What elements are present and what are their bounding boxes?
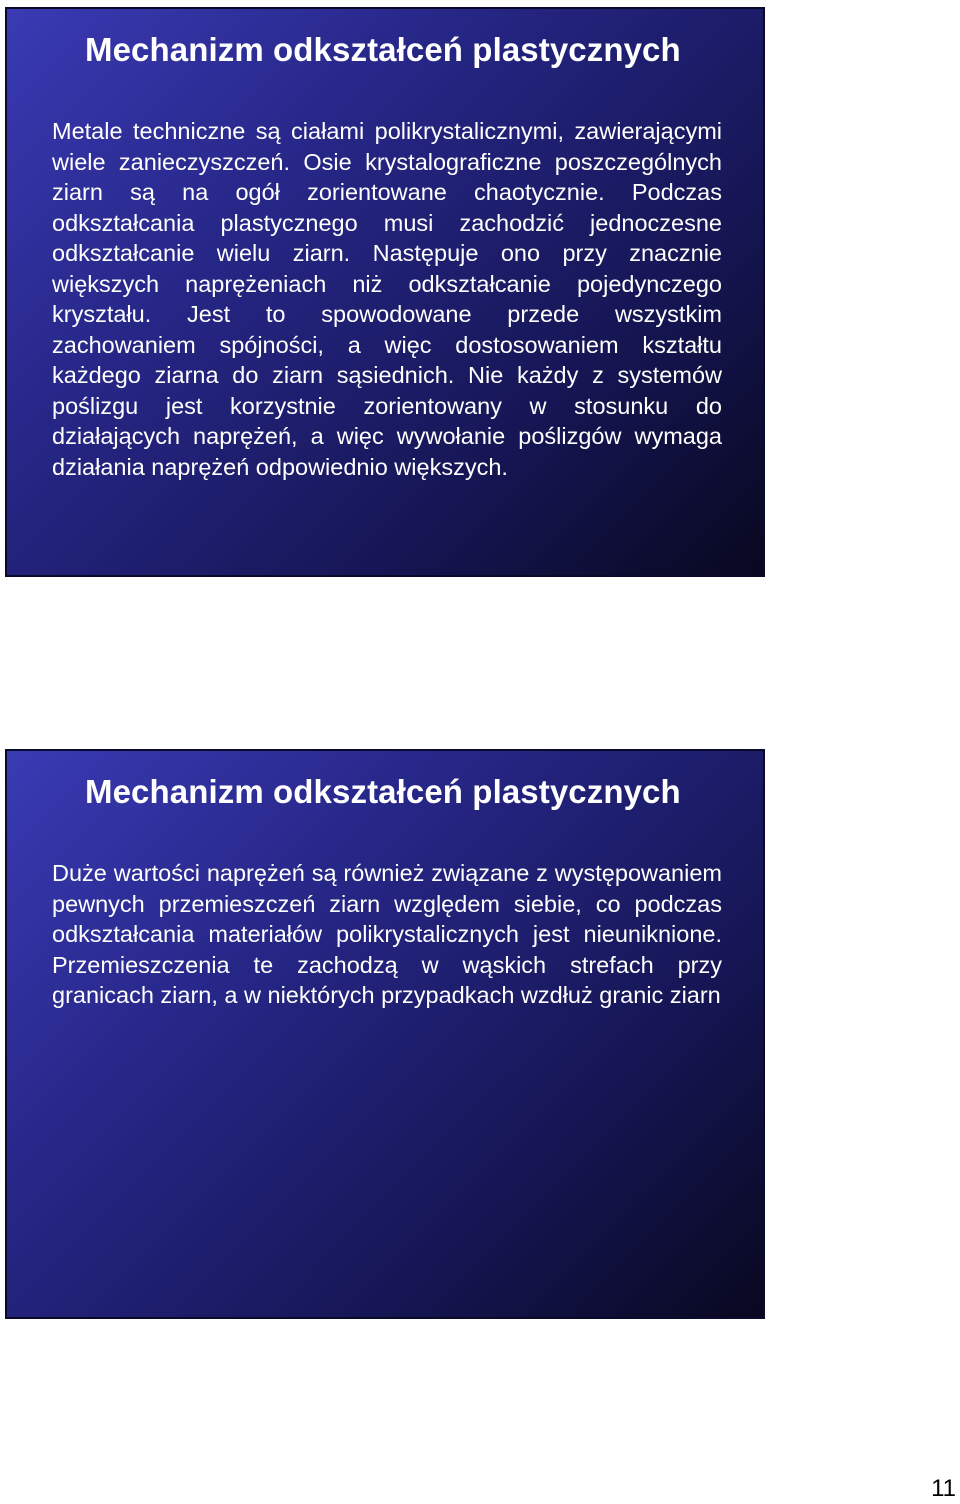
slide-title: Mechanizm odkształceń plastycznych — [85, 773, 681, 810]
slide-1 — [5, 7, 765, 577]
slide-title: Mechanizm odkształceń plastycznych — [85, 31, 681, 68]
slide-body-text: Metale techniczne są ciałami polikrystalicznymi, zawierającymi wiele zanieczyszczeń. Osie krystalograficzne poszczególnych ziarn są na ogół zorientowane chaotycznie. Podczas odkształcania plastycznego musi zachodzić jednoczesne odkształcanie wielu ziarn. Następuje ono przy znacznie większych naprężeniach niż odkształcanie pojedynczego kryształu. Jest to spowodowane przede wszystkim zachowaniem spójności, a więc dostosowaniem kształtu każdego ziarna do ziarn sąsiednich. Nie każdy z systemów poślizgu jest korzystnie zorientowany w stosunku do działających naprężeń, a więc wywołanie poślizgów wymaga działania naprężeń odpowiednio większych. — [52, 118, 722, 480]
slide-2 — [5, 749, 765, 1319]
page-number: 11 — [931, 1475, 956, 1502]
slide-body-text: Duże wartości naprężeń są również związane z występowaniem pewnych przemieszczeń ziarn względem siebie, co podczas odkształcania materiałów polikrystalicznych jest nieuniknione. Przemieszczenia te zachodzą w wąskich strefach przy granicach ziarn, a w niektórych przypadkach wzdłuż granic ziarn — [52, 860, 722, 1008]
